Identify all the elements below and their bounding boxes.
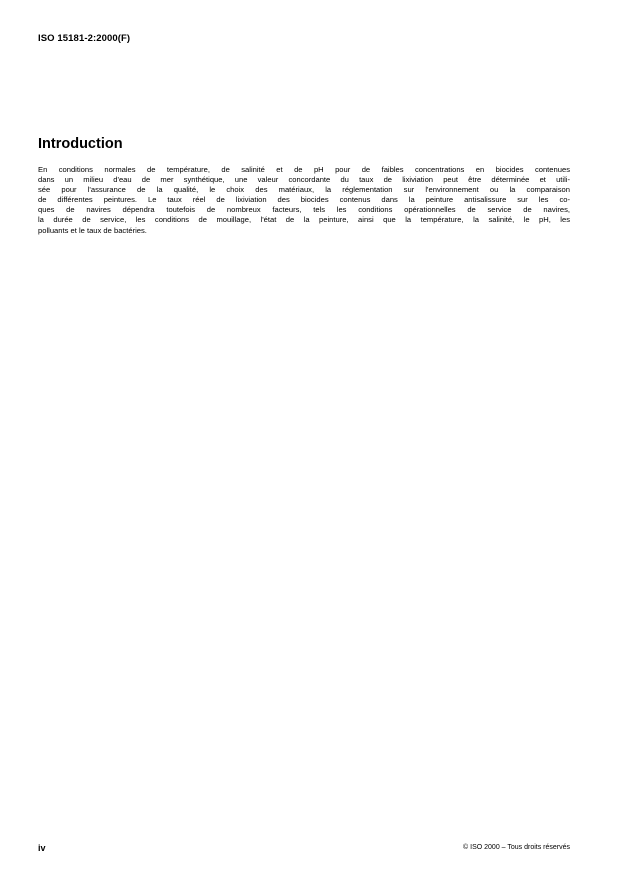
document-header-id: ISO 15181-2:2000(F) (38, 33, 131, 44)
page-number: iv (38, 843, 46, 853)
paragraph-line: En conditions normales de température, de salinité et de pH pour de faibles concentrations en biocides contenues (38, 165, 570, 174)
paragraph-line: polluants et le taux de bactéries. (38, 225, 147, 235)
introduction-paragraph (38, 165, 570, 236)
paragraph-line: ques de navires dépendra toutefois de nombreux facteurs, tels les conditions opérationnelles de service de navires, (38, 205, 570, 215)
copyright-notice: © ISO 2000 – Tous droits réservés (463, 844, 570, 851)
paragraph-line: dans un milieu d'eau de mer synthétique, une valeur concordante du taux de lixiviation peut être déterminée et utili- (38, 175, 570, 185)
paragraph-line: sée pour l'assurance de la qualité, le choix des matériaux, la réglementation sur l'environnement ou la comparaison (38, 185, 570, 195)
paragraph-line: la durée de service, les conditions de mouillage, l'état de la peinture, ainsi que la température, la salinité, le pH, les (38, 215, 570, 225)
section-title: Introduction (38, 136, 123, 152)
paragraph-line: de différentes peintures. Le taux réel de lixiviation des biocides contenus dans la peinture antisalissure sur les co- (38, 195, 570, 205)
